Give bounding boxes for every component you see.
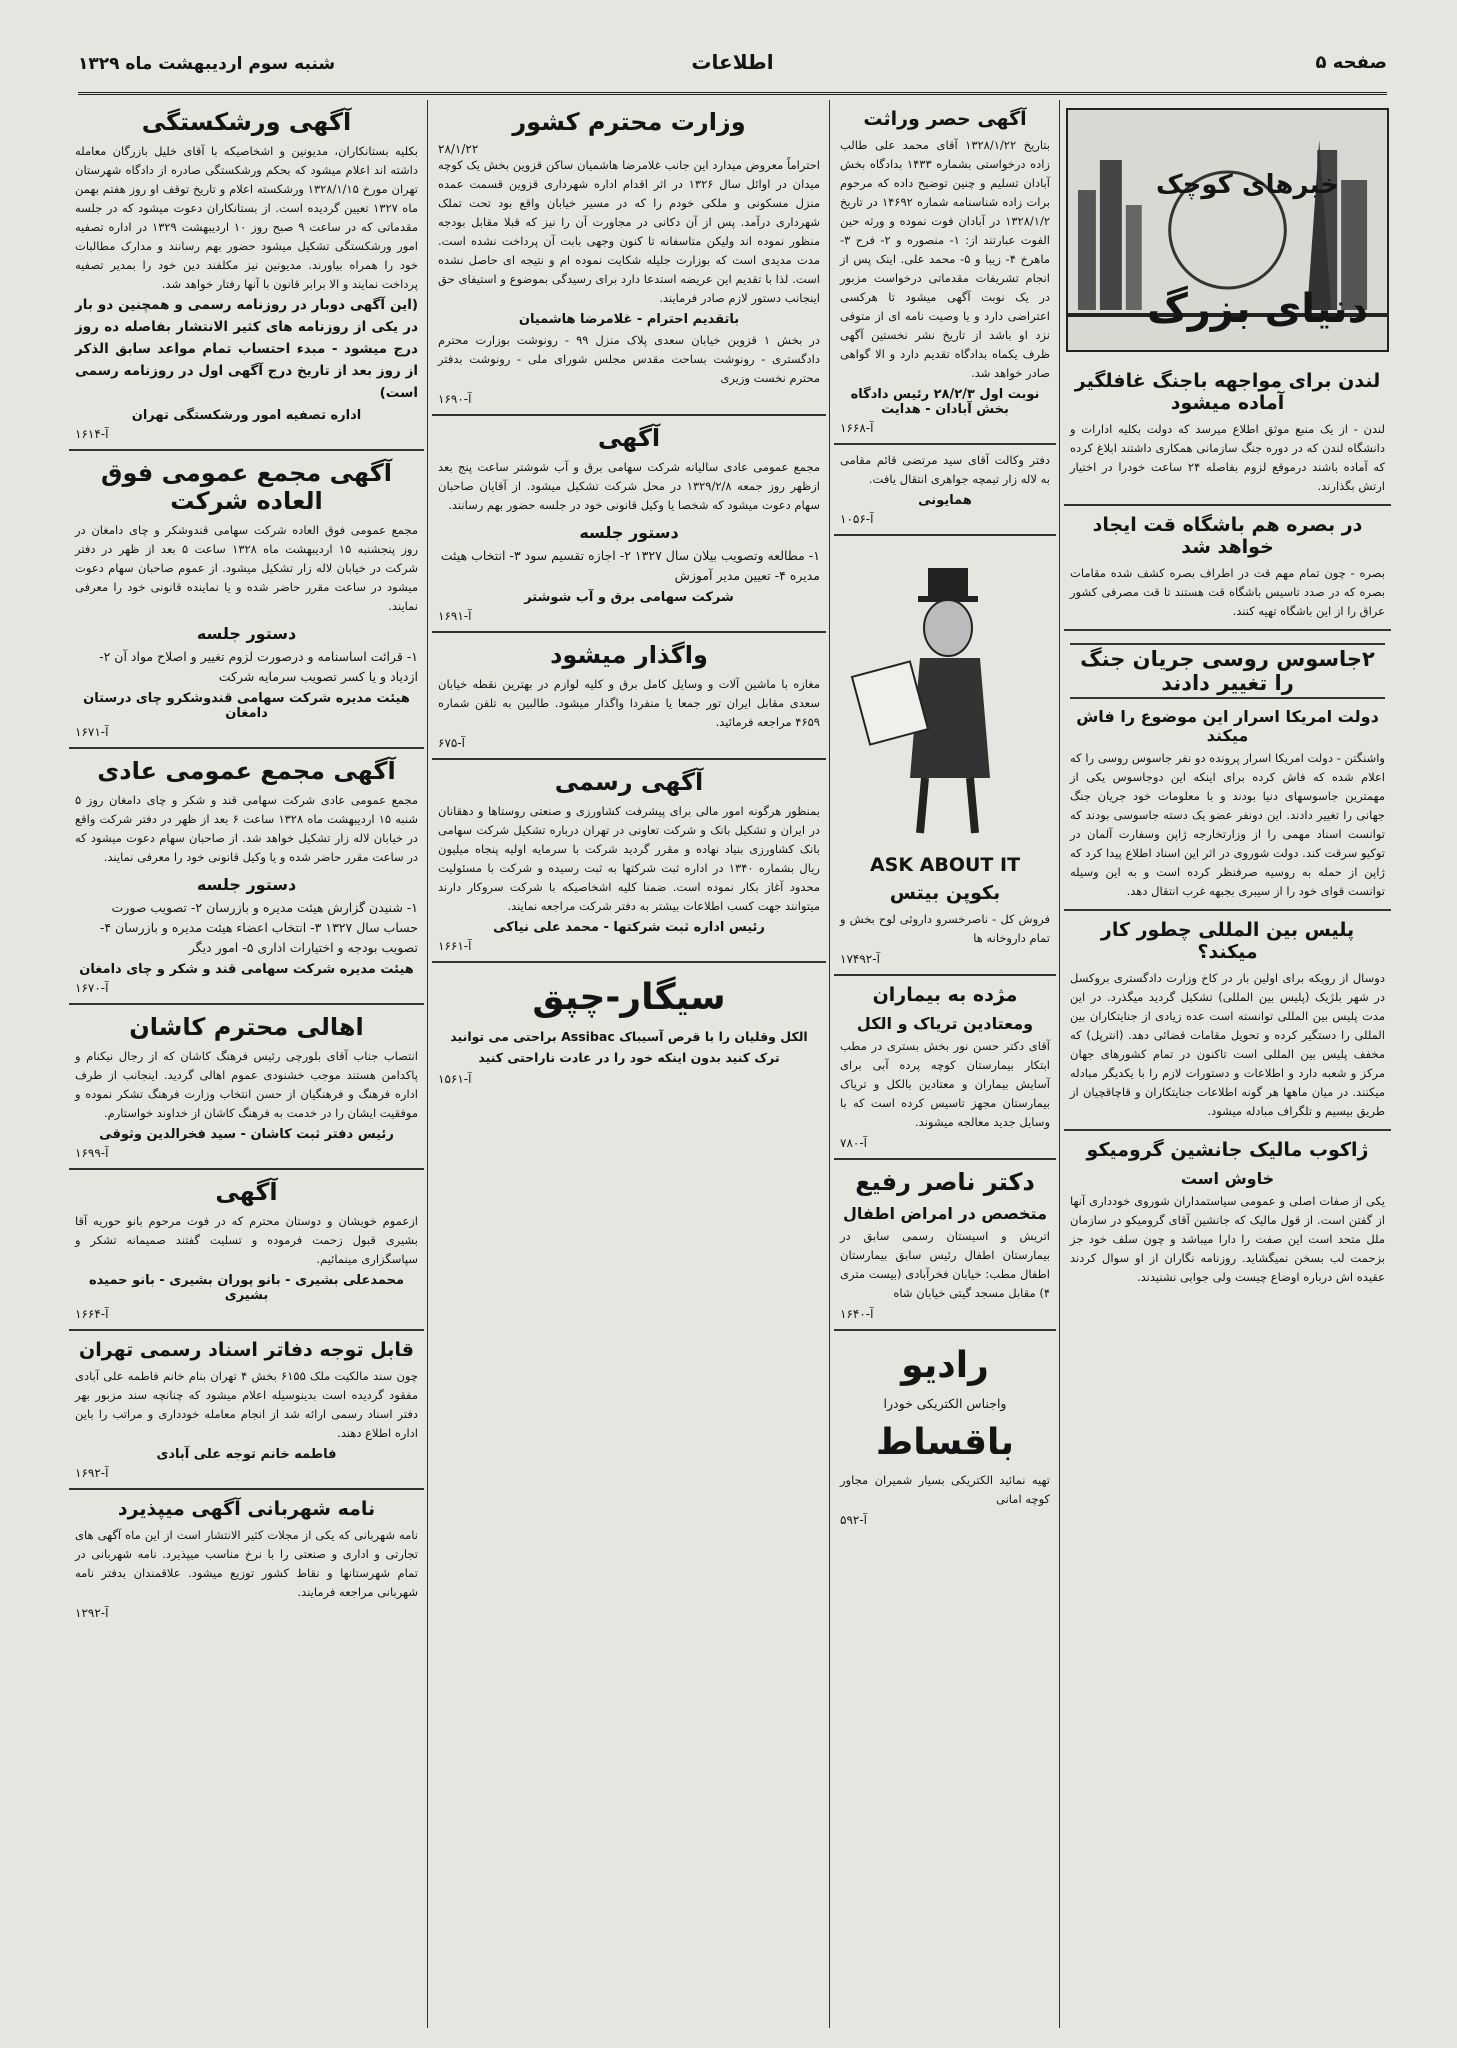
column-official-ads (69, 100, 424, 2028)
official-ad-code: آ-۱۲۹۲ (75, 1606, 109, 1620)
official-ad-text: بکلیه بستانکاران، مدیونین و اشخاصیکه با آقای خلیل بازرگان معامله داشته اند اعلام میشود که بحکم ورشکستگی صادره از دادگاه شهرستان تهران مورخ ۱۳۲۸/۱/۱۵ ورشکسته اعلام و تاریخ توقف او روز هفتم بهمن ماه ۱۳۲۷ تعیین گردیده است. از بستانکاران دعوت میشود که در جلسه مقدماتی که در ساعت ۹ صبح روز ۱۰ اردیبهشت ۱۳۲۹ در اداره تصفیه امور ورشکستگی تشکیل میشود حضور بهم رسانند و مدارک مطالبات خود را همراه بیاورند. مدیونین نیز مکلفند دین خود را بمدیر تصفیه پرداخت نمایند و الا برابر قانون با آنها رفتار خواهد شد. (75, 144, 418, 291)
official-ad (69, 1170, 424, 1331)
news-item (1064, 1131, 1391, 1295)
notice-title: سیگار-چپق (532, 977, 726, 1018)
ad-text: آقای دکتر حسن نور بخش بستری در مطب ابتکار بیمارستان کوچه پرده آبی برای آسایش بیماران و معتادین بالکل و تریاک بیمارستان مجهز تاسیس کرده است که با وسایل جدید معالجه میشوند. (840, 1039, 1050, 1129)
column-divider (1059, 100, 1060, 2028)
issue-date: شنبه سوم اردیبهشت ماه ۱۳۲۹ (78, 54, 336, 74)
ad-signature: همایونی (918, 493, 972, 508)
ad-subtitle: ومعتادین تریاک و الکل (856, 1014, 1034, 1033)
news-text: بصره - چون تمام مهم قت در اطراف بصره کشف شده مقامات بصره که در صدد تاسیس باشگاه قت هستند تا قت مصرفی کشور عراق را از این باشگاه تهیه کنند. (1070, 566, 1385, 618)
official-ad-signature: محمدعلی بشیری - بانو پوران بشیری - بانو حمیده بشیری (88, 1273, 405, 1303)
ad-title: آگهی حصر وراثت (863, 108, 1027, 130)
news-subheadline: دولت امریکا اسرار این موضوع را فاش میکند (1076, 707, 1379, 745)
official-ad-signature: فاطمه خانم توجه علی آبادی (156, 1447, 337, 1462)
banner-title: دنیای بزرگ (1146, 286, 1369, 332)
official-ad-title: آگهی (215, 1178, 278, 1206)
notice-item (432, 760, 826, 963)
official-ad (69, 451, 424, 749)
official-ad-signature: رئیس دفتر ثبت کاشان - سید فخرالدین وثوقی (99, 1127, 394, 1142)
paper-name: اطلاعات (691, 50, 774, 74)
news-headline: در بصره هم باشگاه قت ایجاد خواهد شد (1092, 514, 1363, 558)
news-item (1064, 911, 1391, 1131)
news-headline: ژاکوب مالیک جانشین گرومیکو (1086, 1139, 1369, 1161)
official-ad-code: آ-۱۶۷۱ (75, 725, 109, 739)
ad-subtitle: متخصص در امراض اطفال (842, 1204, 1047, 1223)
official-ad (69, 1490, 424, 1628)
news-item (1064, 506, 1391, 631)
ad-item (834, 100, 1056, 445)
ad-item (834, 976, 1056, 1160)
ad-item (834, 1331, 1056, 1535)
agenda-list: ۱- قرائت اساسنامه و درصورت لزوم تغییر و اصلاح مواد آن ۲- ازدیاد و یا کسر تصویب سرمایه شرکت (99, 649, 418, 684)
news-text: یکی از صفات اصلی و عمومی سیاستمداران شوروی خودداری آنها از گفتن است. از قول مالیک که جانشین آقای گرومیکو در سازمان ملل متحد است این صفت را دارا میباشد و چون سلف خود جز بزحمت لب بسخن نمیگشاید. روزنامه نگاران از او سوال کردند عقیده اش درباره اوضاع چیست ولی جوابی نشنیدند. (1070, 1194, 1385, 1284)
notice-item (432, 963, 826, 1094)
agenda-title: دستور جلسه (196, 624, 297, 643)
notice-item (432, 100, 826, 416)
official-ad (69, 100, 424, 451)
official-ad-text: نامه شهربانی که یکی از مجلات کثیر الانتشار است از این ماه آگهی های تجارتی و اداری و صنعتی را با نرخ مناسب میپذیرد. نامه شهربانی در تمام شهرستانها و نقاط کشور توزیع میشود. علاقمندان بدفتر نامه شهربانی مراجعه فرمایند. (75, 1528, 418, 1599)
notice-item (432, 633, 826, 760)
page-number: صفحه ۵ (1315, 52, 1387, 73)
notice-code: آ-۱۶۶۱ (438, 939, 472, 953)
official-ad-text: ازعموم خویشان و دوستان محترم که در فوت مرحوم بانو حوریه آقا بشیری قبول زحمت فرموده و تسلیت گفتند صمیمانه تشکر و سپاسگزاری مینمائیم. (75, 1214, 418, 1266)
official-ad-title: آگهی ورشکستگی (141, 108, 352, 136)
ad-text: دفتر وکالت آقای سید مرتضی قائم مقامی به لاله زار تیمچه جواهری انتقال یافت. (840, 453, 1050, 486)
official-ad-code: آ-۱۶۷۰ (75, 981, 109, 995)
official-ad-signature: هیئت مدیره شرکت سهامی قند و شکر و چای دامغان (79, 962, 414, 977)
official-ad-code: آ-۱۶۶۴ (75, 1307, 109, 1321)
notice-title: وزارت محترم کشور (512, 108, 746, 136)
ad-title: مژده به بیماران (872, 984, 1018, 1006)
ad-code: آ-۱۶۶۸ (840, 421, 874, 435)
notice-date: ۲۸/۱/۲۲ (438, 142, 479, 156)
agenda-title: دستور جلسه (196, 875, 297, 894)
notice-title: آگهی رسمی (554, 768, 704, 796)
news-banner (1066, 108, 1389, 352)
ad-item (834, 536, 1056, 976)
news-headline: لندن برای مواجهه باجنگ غافلگیر آماده میشود (1074, 370, 1381, 414)
ad-title: رادیو (901, 1345, 989, 1386)
ad-title: بکوپن بیتس (889, 882, 1001, 904)
column-news (1064, 100, 1391, 2028)
notice-text: مجمع عمومی عادی سالیانه شرکت سهامی برق و آب شوشتر ساعت پنج بعد ازظهر روز جمعه ۱۳۲۹/۲/۸ در محل شرکت تشکیل میشود. از آقایان صاحبان سهام دعوت میشود که شخصا یا وکیل قانونی خود در جلسه حضور بهم رسانند. (438, 460, 820, 512)
ad-highlight: باقساط (875, 1422, 1015, 1463)
ad-caption: ASK ABOUT IT (869, 854, 1021, 876)
news-subheadline: خاوش است (1180, 1169, 1275, 1188)
notice-signature: رئیس اداره ثبت شرکتها - محمد علی نیاکی (493, 920, 765, 935)
notice-title: واگذار میشود (550, 641, 708, 669)
notice-item (432, 416, 826, 633)
column-ads-narrow (834, 100, 1056, 2028)
notice-text: بمنظور هرگونه امور مالی برای پیشرفت کشاورزی و صنعتی روستاها و دهقانان در ایران و تشکیل بانک و شرکت تعاونی در تهران درباره تشکیل شرکت سهامی بانک کشاورزی بنیاد نهاده و مقرر گردید شرکت با سرمایه اولیه پنجاه میلیون ریال بشماره ۱۳۴۰ در اداره ثبت شرکتها به ثبت رسیده و شرکت با مسئولیت محدود آغاز بکار نموده است. ضمنا کلیه اشخاصیکه با شرکت سروکار دارند میتوانند جهت کسب اطلاعات بیشتر به دفتر شرکت مراجعه نمایند. (438, 804, 820, 913)
ad-signature: نوبت اول ۲۸/۲/۳ رئیس دادگاه بخش آبادان - هدایت (850, 387, 1040, 417)
ad-text: فروش کل - ناصرخسرو داروئی لوح بخش و تمام داروخانه ها (840, 912, 1050, 945)
news-text: لندن - از یک منبع موثق اطلاع میرسد که دولت بکلیه ادارات و دانشگاه لندن که در دوره جنگ سازمانی همکاری داشتند ابلاغ کرده که آماده باشند درموقع لزوم بفاصله ۲۴ ساعت خودرا در اختیار ارتش بگذارند. (1070, 422, 1385, 493)
official-ad (69, 749, 424, 1005)
notice-code: آ-۱۶۹۰ (438, 392, 472, 406)
man-with-newspaper-image (840, 548, 1050, 848)
column-divider (829, 100, 830, 2028)
ad-subtitle: واجناس الکتریکی خودرا (883, 1396, 1007, 1411)
official-ad-text: مجمع عمومی فوق العاده شرکت سهامی قندوشکر و چای دامغان در روز پنجشنبه ۱۵ اردیبهشت ماه ۱۳۲۸ ساعت ۵ بعد از ظهر در دفتر شرکت در خیابان لاله زار تشکیل میشود. از عموم صاحبان سهام دعوت میشود در ساعت مقرر حاضر شده و یا نماینده قانونی خود را معرفی نمایند. (75, 523, 418, 613)
ad-code: آ-۷۸۰ (840, 1136, 868, 1150)
notice-title: آگهی (597, 424, 661, 452)
ad-text: تهیه نمائید الکتریکی بسیار شمیران مجاور کوچه امانی (840, 1473, 1050, 1506)
official-ad-title: آگهی مجمع عمومی عادی (97, 757, 396, 785)
official-ad-text: انتصاب جناب آقای بلورچی رئیس فرهنگ کاشان که از رجال نیکنام و پاکدامن هستند موجب خشنودی عموم اهالی گردید. اینجانب از طرف اداره فرهنگ و فرهنگیان از حسن انتخاب وزارت فرهنگ تشکر نموده و موفقیت ایشان را در خدمت به فرهنگ کاشان از خداوند خواستارم. (75, 1049, 418, 1120)
news-headline: پلیس بین المللی چطور کار میکند؟ (1100, 919, 1355, 963)
page-header (78, 46, 1387, 95)
agenda-list: ۱- شنیدن گزارش هیئت مدیره و بازرسان ۲- تصویب صورت حساب سال ۱۳۲۷ ۳- انتخاب اعضاء هیئت مدیره و بازرسان ۴- تصویب بودجه و اختیارات اداری ۵- امور دیگر (99, 900, 418, 955)
agenda-title: دستور جلسه (579, 523, 679, 542)
ad-text: بتاریخ ۱۳۲۸/۱/۲۲ آقای محمد علی طالب زاده درخواستی بشماره ۱۴۳۳ بدادگاه بخش آبادان تسلیم و چنین توضیح داده که مرحوم برات زاده شناسنامه شماره ۱۴۶۹۲ در تاریخ ۱۳۲۸/۱/۲ در آبادان فوت نموده و ورثه حین الفوت عبارتند از: ۱- منصوره و ۲- فرح ۳- ماهرخ ۴- زیبا و ۵- محمد علی. اینک پس از انجام تشریفات مقدماتی درخواست مزبور در یک نوبت آگهی میشود تا هرکسی اعتراضی دارد و یا وصیت نامه ای از متوفی نزد او باشد از تاریخ نشر نخستین آگهی ظرف یکماه بدادگاه تقدیم دارد و الا گواهی صادر خواهد شد. (840, 138, 1051, 380)
official-ad-code: آ-۱۶۱۴ (75, 427, 109, 441)
official-ad-title: اهالی محترم کاشان (129, 1013, 364, 1041)
ad-title: دکتر ناصر رفیع (855, 1168, 1035, 1196)
notice-text: الکل وقلیان را با قرص آسیباک Assibac براحتی می توانید ترک کنید بدون اینکه خود را در عادت ناراحتی کنید (450, 1029, 808, 1065)
official-ad-title: قابل توجه دفاتر اسناد رسمی تهران (79, 1339, 414, 1361)
ad-text: اتریش و اسیستان رسمی سابق در بیمارستان اطفال رئیس سابق بیمارستان اطفال مطب: خیابان فخرآبادی (بیست متری ۴) مقابل مسجد گیتی خیابان شاه (840, 1229, 1050, 1300)
notice-code: آ-۶۷۵ (438, 736, 466, 750)
news-headline: ۲جاسوس روسی جریان جنگ را تغییر دادند (1070, 643, 1385, 699)
official-ad (69, 1005, 424, 1170)
ad-code: آ-۱۷۴۹۲ (840, 952, 880, 966)
ad-code: آ-۵۹۲ (840, 1513, 868, 1527)
ad-code: آ-۱۶۴۰ (840, 1307, 874, 1321)
official-ad-title: آگهی مجمع عمومی فوق العاده شرکت (101, 459, 392, 515)
notice-signature: باتقدیم احترام - غلامرضا هاشمیان (518, 312, 740, 327)
official-ad-signature: هیئت مدیره شرکت سهامی قندوشکرو چای درستان دامغان (83, 691, 410, 721)
official-ad-text: چون سند مالکیت ملک ۶۱۵۵ بخش ۴ تهران بنام خانم فاطمه علی آبادی مفقود گردیده است بدینوسیله اعلام میشود که چنانچه سند مزبور بهر دفتر اسناد رسمی ارائه شد از انجام معامله خودداری و مراتب را باین اداره اطلاع دهند. (75, 1369, 418, 1440)
notice-code: آ-۱۶۹۱ (438, 609, 472, 623)
column-divider (427, 100, 428, 2028)
official-ad-signature: اداره تصفیه امور ورشکستگی تهران (131, 408, 362, 423)
notice-code: آ-۱۵۶۱ (438, 1072, 472, 1086)
notice-text: احتراماً معروض میدارد این جانب غلامرضا هاشمیان ساکن قزوین بخش یک کوچه میدان در اوائل سال ۱۳۲۶ در اثر اقدام اداره شهرداری قزوین قسمت عمده منزل مسکونی و ملکی خودم را که در مسیر خیابان واقع بود تحت تملک شهرداری درآمد. پس از آن دکانی در مجاورت آن را نیز که قبلا مقابل بودجه منظور نموده اند ولیکن متاسفانه تا کنون وجهی بابت آن پرداخت نشده است. مدت مدیدی است که بوزارت جلیله شکایت نموده ام و نتیجه ای حاصل نشده است. لذا با تقدیم این عریضه استدعا دارد برای رسیدگی بموضوع و استیفای حق اینجانب دستور لازم صادر فرمایند. (438, 158, 820, 305)
notice-signature: شرکت سهامی برق و آب شوشتر (524, 590, 734, 605)
news-text: واشنگتن - دولت امریکا اسرار پرونده دو نفر جاسوس روسی را که اعلام شده که فاش کرده برای اینکه این دوجاسوس یکی از مهمترین جاسوسهای دنیا بودند و با معلومات خود جریان جنگ جهانی را تغییر دادند. این دونفر عضو یک دسته جاسوسی بودند که توانست اسناد مهمی را از وزارتخارجه ژاپن وسفارت آلمان در توکیو سرقت کند. دولت شوروی در اثر این اسناد اطلاع پیدا کرد که ژاپن از حمله به روسیه صرفنظر کرده است و به این وسیله توانست قوای خود را از سیبری بجبهه غرب انتقال دهد. (1070, 751, 1385, 898)
news-item (1064, 362, 1391, 506)
official-ad-code: آ-۱۶۹۹ (75, 1146, 109, 1160)
column-notices (432, 100, 826, 2028)
official-ad-note: (این آگهی دوبار در روزنامه رسمی و همچنین دو بار در یکی از روزنامه های کثیر الانتشار بفاصله ده روز درج میشود - مبدء احتساب تمام مواعد سابق الذکر از روز بعد از تاریخ درج آگهی اول در روزنامه رسمی است) (75, 297, 418, 401)
ad-code: آ-۱۰۵۶ (840, 512, 874, 526)
news-text: دوسال از رویکه برای اولین بار در کاخ وزارت دادگستری بروکسل در شهر بلژیک (پلیس بین المللی) تشکیل گردید میگذرد. در این مدت پلیس بین المللی توانسته است عده زیادی از جنایتکاران بین المللی را دستگیر کرده و تحویل مقامات قضائی دهد. (انترپل) که مخفف پلیس بین المللی است تاکنون در تمام کشورهای جهان مرکز و شعبه دارد و اطلاعات و دستورات لازم را با یکدیگر مبادله میکنند. در میان ماهها هر گونه اطلاعات جنایتکاران و قاچاقچیان از طریق بیسیم و تلگراف مبادله میشود. (1070, 971, 1385, 1118)
news-item (1064, 631, 1391, 911)
official-ad-text: مجمع عمومی عادی شرکت سهامی قند و شکر و چای دامغان روز ۵ شنبه ۱۵ اردیبهشت ماه ۱۳۲۸ ساعت ۶ بعد از ظهر در دفتر شرکت واقع در خیابان لاله زار تشکیل خواهد شد. از صاحبان سهام دعوت میشود که در ساعت مقرر حاضر شده و یا وکیل قانونی خود را معرفی نمایند. (75, 793, 418, 864)
banner-subtitle: خبرهای کوچک (1156, 170, 1339, 200)
official-ad-title: نامه شهربانی آگهی میپذیرد (117, 1498, 376, 1520)
ad-item (834, 445, 1056, 536)
notice-cc: در بخش ۱ قزوین خیابان سعدی پلاک منزل ۹۹ - رونوشت بوزارت محترم دادگستری - رونوشت بساحت مقدس مجلس شورای ملی - رونوشت بدفتر محترم نخست وزیری (438, 333, 820, 385)
official-ad-code: آ-۱۶۹۲ (75, 1466, 109, 1480)
ad-illustration (840, 548, 1050, 848)
agenda-list: ۱- مطالعه وتصویب بیلان سال ۱۳۲۷ ۲- اجازه تقسیم سود ۳- انتخاب هیئت مدیره ۴- تعیین مدیر آموزش (440, 548, 820, 583)
notice-text: مغازه با ماشین آلات و وسایل کامل برق و کلیه لوازم در بهترین نقطه خیابان سعدی مقابل ایران تور جمعا یا منفردا واگذار میشود. طالبین به تلفن شماره ۴۶۵۹ مراجعه فرمائید. (438, 677, 820, 729)
official-ad (69, 1331, 424, 1490)
ad-item (834, 1160, 1056, 1331)
